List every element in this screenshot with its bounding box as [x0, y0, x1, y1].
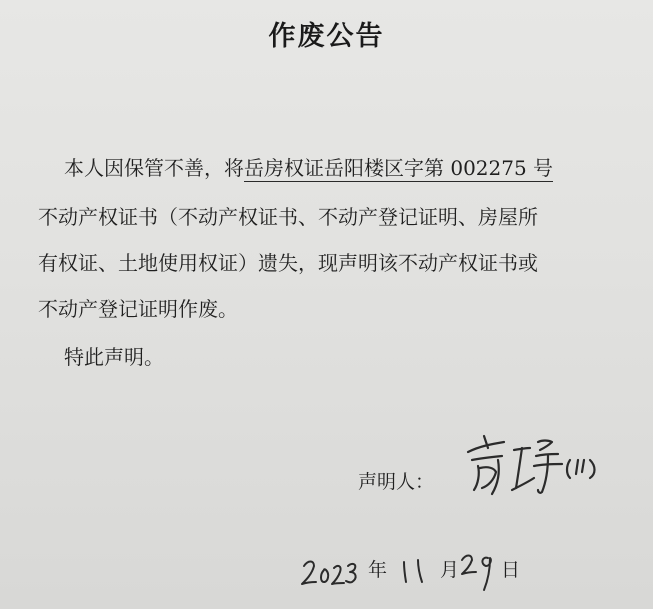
year-label: 年: [368, 559, 388, 581]
day-label: 日: [501, 559, 521, 581]
body-line-4: 不动产登记证明作废。: [38, 297, 238, 321]
body-line-1: [64, 156, 553, 180]
body-line-2: 不动产权证书（不动产权证书、不动产登记证明、房屋所: [38, 205, 538, 229]
handwritten-day: [458, 548, 500, 594]
handwritten-year: [300, 552, 362, 590]
body-line-1-text: 本人因保管不善，将: [64, 156, 244, 180]
body-line-3: 有权证、土地使用权证）遗失，现声明该不动产权证书或: [38, 251, 538, 275]
month-label: 月: [440, 559, 460, 581]
certificate-number: 岳房权证岳阳楼区字第 002275 号: [244, 156, 554, 180]
declarant-label: 声明人：: [358, 471, 435, 493]
date-row: [300, 548, 540, 598]
notice-title: 作废公告: [268, 21, 385, 52]
closing-statement: 特此声明。: [64, 345, 164, 369]
handwritten-signature: [458, 430, 608, 500]
handwritten-month: [396, 554, 436, 588]
